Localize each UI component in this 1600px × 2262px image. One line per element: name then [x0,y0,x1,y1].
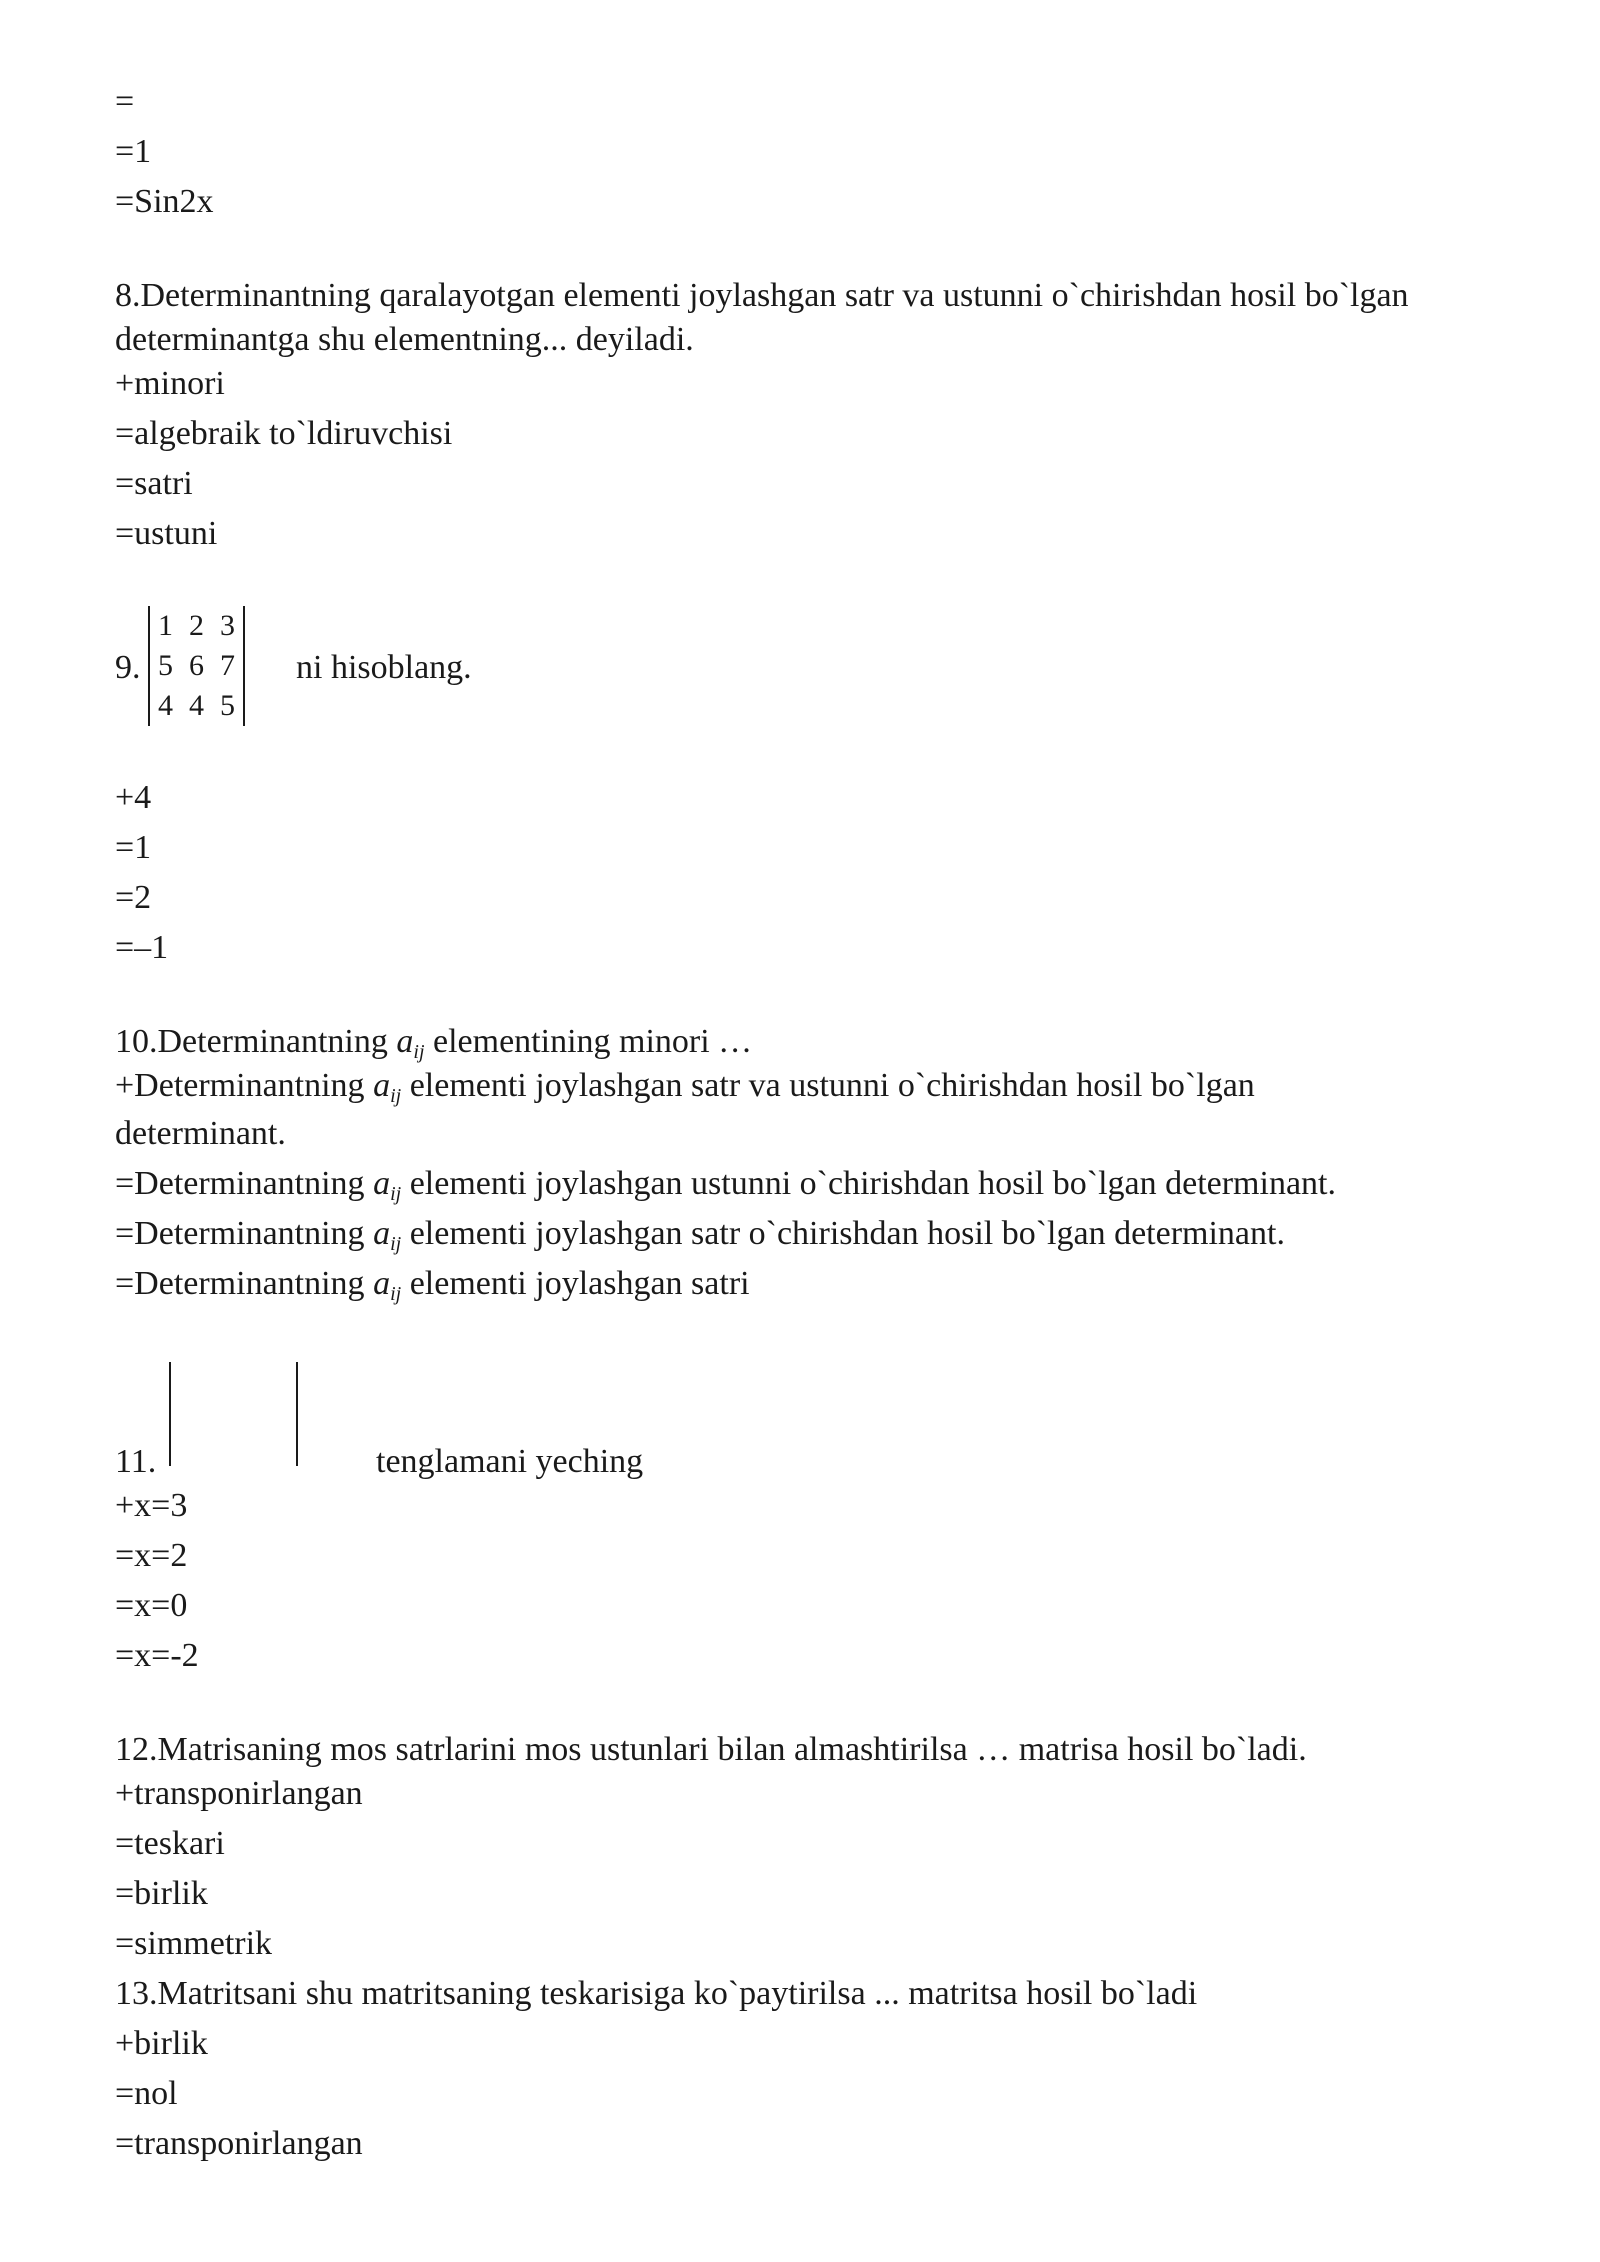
option-line: =nol [115,2075,178,2112]
question-12: 12.Matrisaning mos satrlarini mos ustunlari bilan almashtirilsa … matrisa hosil bo`ladi. [115,1731,1307,1768]
option-line: +x=3 [115,1487,188,1524]
option-line: =teskari [115,1825,225,1862]
question-10: 10.Determinantning $a_{ij}$ elementining minori … [115,1023,753,1063]
option-line: =ustuni [115,515,218,552]
option-line: =Sin2x [115,183,214,220]
option-line: +minori [115,365,225,402]
option-line: =–1 [115,929,169,966]
question-11-suffix: tenglamani yeching [376,1443,644,1480]
question-11-number: 11. [115,1443,157,1480]
matrix-cell: 3 [220,609,235,642]
option-line: =Determinantning $a_{ij}$ elementi joylashgan ustunni o`chirishdan hosil bo`lgan determinant. [115,1165,1336,1205]
option-line: +4 [115,779,152,816]
determinant-matrix [148,606,245,726]
matrix-cell: 4 [189,689,204,722]
option-line: =algebraik to`ldiruvchisi [115,415,453,452]
matrix-cell: 6 [189,649,204,682]
option-line: =birlik [115,1875,208,1912]
question-9-suffix: ni hisoblang. [296,649,472,686]
question-8: 8.Determinantning qaralayotgan elementi joylashgan satr va ustunni o`chirishdan hosil bo`lgan determinantga shu elementning... deyiladi. [115,277,1409,358]
matrix-cell: 7 [220,649,235,682]
matrix-cell: 4 [158,689,173,722]
option-line: =x=0 [115,1587,188,1624]
option-line: = [115,83,135,120]
option-line: =transponirlangan [115,2125,363,2162]
question-9-number: 9. [115,649,141,686]
option-line: +birlik [115,2025,208,2062]
option-line: +Determinantning $a_{ij}$ elementi joylashgan satr va ustunni o`chirishdan hosil bo`lgan [115,1067,1255,1107]
option-line: =1 [115,133,152,170]
determinant-right-bar [296,1362,298,1466]
matrix-cell: 5 [220,689,235,722]
option-line: =satri [115,465,193,502]
option-line: =1 [115,829,152,866]
question-13: 13.Matritsani shu matritsaning teskarisiga ko`paytirilsa ... matritsa hosil bo`ladi [115,1975,1198,2012]
option-line-continuation: determinant. [115,1115,286,1152]
option-line: =x=-2 [115,1637,199,1674]
matrix-cell: 2 [189,609,204,642]
option-line: =Determinantning $a_{ij}$ elementi joylashgan satr o`chirishdan hosil bo`lgan determinant. [115,1215,1285,1255]
option-line: =2 [115,879,152,916]
option-line: +transponirlangan [115,1775,363,1812]
option-line: =x=2 [115,1537,188,1574]
option-line: =Determinantning $a_{ij}$ elementi joylashgan satri [115,1265,750,1305]
matrix-cell: 5 [158,649,173,682]
option-line: =simmetrik [115,1925,273,1962]
determinant-left-bar [169,1362,171,1466]
matrix-cell: 1 [158,609,173,642]
